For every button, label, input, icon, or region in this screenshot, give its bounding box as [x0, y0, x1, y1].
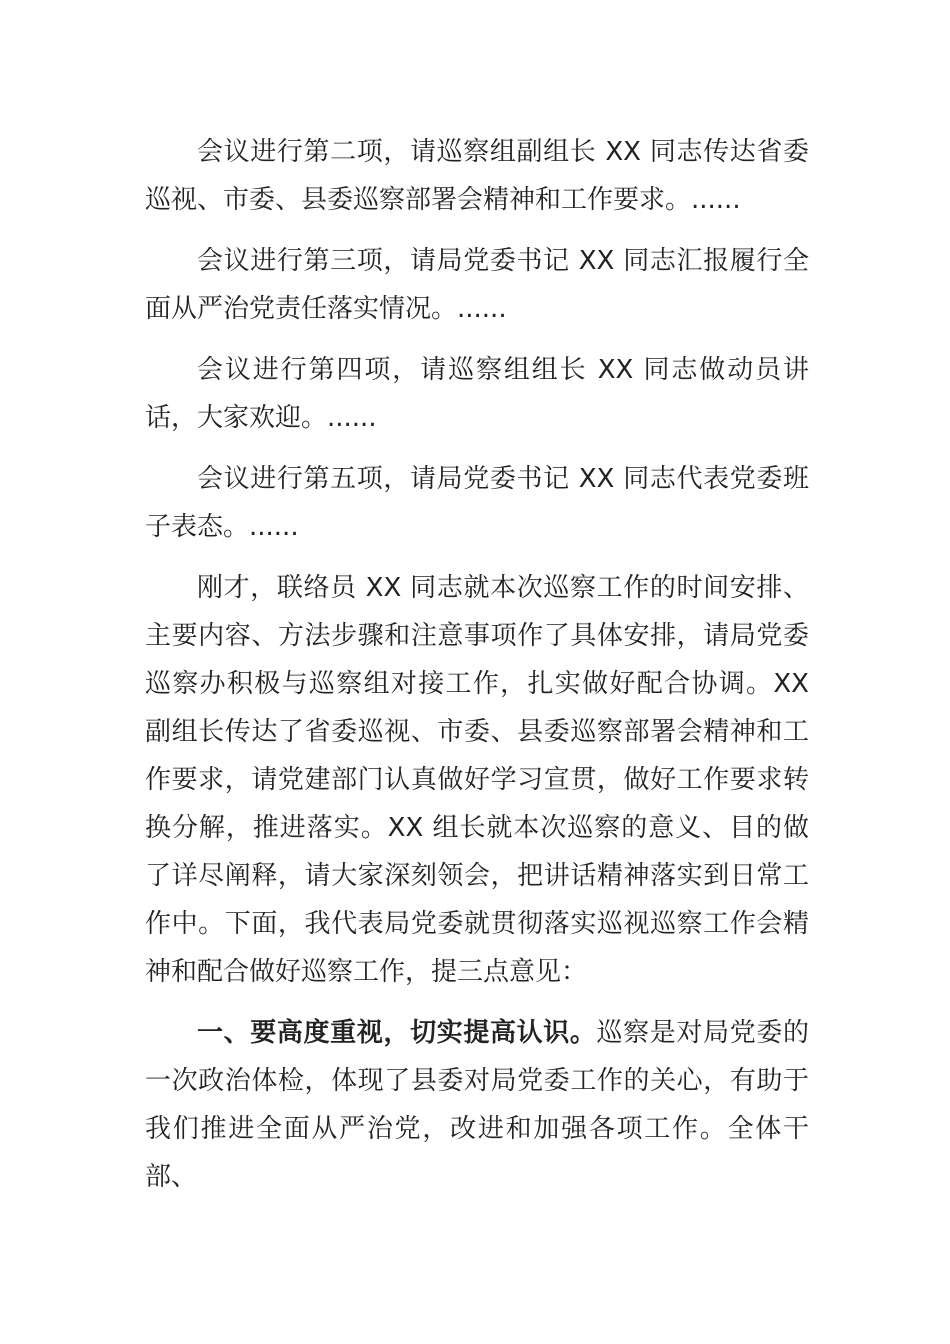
paragraph-agenda-item-5: [145, 455, 809, 551]
paragraph-text: 会议进行第二项，请巡察组副组长 XX 同志传达省委巡视、市委、县委巡察部署会精神和工作要求。......: [145, 137, 809, 215]
paragraph-text: 巡察是对局党委的一次政治体检，体现了县委对局党委工作的关心，有助于我们推进全面从严治党，改进和加强各项工作。全体干部、: [145, 1018, 809, 1192]
paragraph-text: 刚才，联络员 XX 同志就本次巡察工作的时间安排、主要内容、方法步骤和注意事项作了具体安排，请局党委巡察办积极与巡察组对接工作，扎实做好配合协调。XX 副组长传达了省委巡视、市委、县委巡察部署会精神和工作要求，请党建部门认真做好学习宣贯，做好工作要求转换分解，推进落实。XX 组长就本次巡察的意义、目的做了详尽阐释，请大家深刻领会，把讲话精神落实到日常工作中。下面，我代表局党委就贯彻落实巡视巡察工作会精神和配合做好巡察工作，提三点意见：: [145, 573, 809, 987]
paragraph-summary: [145, 564, 809, 996]
document-body: [145, 128, 809, 1214]
paragraph-text: 会议进行第五项，请局党委书记 XX 同志代表党委班子表态。......: [145, 464, 809, 542]
paragraph-text: 会议进行第三项，请局党委书记 XX 同志汇报履行全面从严治党责任落实情况。......: [145, 246, 809, 324]
paragraph-text: 会议进行第四项，请巡察组组长 XX 同志做动员讲话，大家欢迎。......: [145, 355, 809, 433]
paragraph-agenda-item-3: [145, 237, 809, 333]
point-heading: 一、要高度重视，切实提高认识。: [197, 1018, 597, 1048]
paragraph-point-1: [145, 1009, 809, 1201]
paragraph-agenda-item-2: [145, 128, 809, 224]
paragraph-agenda-item-4: [145, 346, 809, 442]
